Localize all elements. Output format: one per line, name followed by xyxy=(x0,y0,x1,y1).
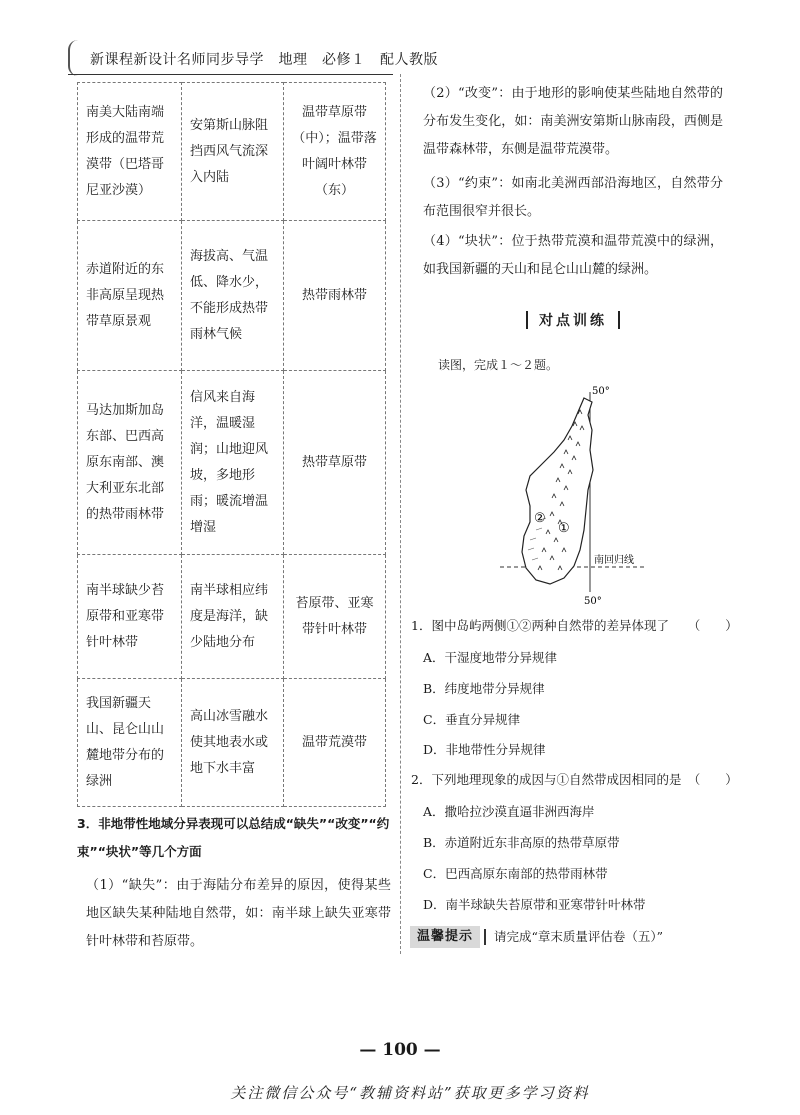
practice-title: 对点训练 xyxy=(539,313,607,329)
column-divider xyxy=(400,74,401,954)
map-figure xyxy=(500,380,645,610)
longitude-label-bottom: 50° xyxy=(584,596,602,607)
table-cell: 热带草原带 xyxy=(284,371,386,555)
q2-option-c: C．巴西高原东南部的热带雨林带 xyxy=(423,866,608,881)
q2-option-a: A．撒哈拉沙漠直逼非洲西海岸 xyxy=(423,804,595,819)
madagascar-map xyxy=(500,380,645,610)
table-cell: 南半球相应纬度是海洋，缺少陆地分布 xyxy=(182,555,284,679)
tropic-label: 南回归线 xyxy=(594,555,634,566)
paragraph-constraint: （3）“约束”：如南北美洲西部沿海地区，自然带分布范围很窄并很长。 xyxy=(423,176,723,219)
table-cell: 海拔高、气温低、降水少，不能形成热带雨林气候 xyxy=(182,221,284,371)
practice-intro: 读图，完成１～２题。 xyxy=(438,358,559,372)
paragraph-missing: （1）“缺失”：由于海陆分布差异的原因，使得某些地区缺失某种陆地自然带，如：南半球上缺失亚寒带针叶林带和苔原带。 xyxy=(86,878,391,949)
table-row xyxy=(78,221,386,371)
table-cell: 信风来自海洋，温暖湿润；山地迎风坡，多地形雨；暖流增温增湿 xyxy=(182,371,284,555)
azonal-features-table xyxy=(77,82,386,807)
q1-option-c: C．垂直分异规律 xyxy=(423,712,521,727)
zone-label-2: ② xyxy=(534,511,546,526)
longitude-label-top: 50° xyxy=(592,386,610,397)
table-cell: 温带草原带（中）；温带落叶阔叶林带（东） xyxy=(284,83,386,221)
table-cell: 高山冰雪融水使其地表水或地下水丰富 xyxy=(182,679,284,807)
header-bracket xyxy=(68,40,78,76)
table-cell: 苔原带、亚寒带针叶林带 xyxy=(284,555,386,679)
table-cell: 南半球缺少苔原带和亚寒带针叶林带 xyxy=(78,555,182,679)
table-row xyxy=(78,679,386,807)
table-cell: 温带荒漠带 xyxy=(284,679,386,807)
table-cell: 赤道附近的东非高原呈现热带草原景观 xyxy=(78,221,182,371)
header-rule xyxy=(68,74,393,75)
tip-text: 请完成“章末质量评估卷（五）” xyxy=(494,929,664,944)
section-3-title: 3．非地带性地域分异表现可以总结成“缺失”“改变”“约束”“块状”等几个方面 xyxy=(77,816,390,859)
paragraph-change: （2）“改变”：由于地形的影响使某些陆地自然带的分布发生变化，如：南美洲安第斯山脉南段，西侧是温带森林带，东侧是温带荒漠带。 xyxy=(423,86,723,157)
table-cell: 热带雨林带 xyxy=(284,221,386,371)
table-cell: 我国新疆天山、昆仑山山麓地带分布的绿洲 xyxy=(78,679,182,807)
table-row xyxy=(78,371,386,555)
question-1: 1．图中岛屿两侧①②两种自然带的差异体现了 （ ） xyxy=(411,618,738,633)
page-number: — 100 — xyxy=(359,1040,441,1060)
zone-label-1: ① xyxy=(558,521,570,536)
table-cell: 南美大陆南端形成的温带荒漠带（巴塔哥尼亚沙漠） xyxy=(78,83,182,221)
q1-option-b: B．纬度地带分异规律 xyxy=(423,681,545,696)
q2-option-d: D．南半球缺失苔原带和亚寒带针叶林带 xyxy=(423,897,646,912)
tip-separator xyxy=(484,929,486,945)
table-row xyxy=(78,555,386,679)
question-2: 2．下列地理现象的成因与①自然带成因相同的是 （ ） xyxy=(411,772,738,787)
table-row xyxy=(78,83,386,221)
tip-label: 温馨提示 xyxy=(410,926,480,948)
paragraph-block: （4）“块状”：位于热带荒漠和温带荒漠中的绿洲，如我国新疆的天山和昆仑山山麓的绿洲。 xyxy=(423,234,723,277)
footer-note: 关注微信公众号“教辅资料站”获取更多学习资料 xyxy=(230,1084,590,1102)
tip-box xyxy=(410,926,728,948)
table-cell: 马达加斯加岛东部、巴西高原东南部、澳大利亚东北部的热带雨林带 xyxy=(78,371,182,555)
q2-option-b: B．赤道附近东非高原的热带草原带 xyxy=(423,835,620,850)
header-title: 新课程新设计名师同步导学 地理 必修１ 配人教版 xyxy=(90,52,438,68)
practice-heading xyxy=(526,308,620,332)
table-cell: 安第斯山脉阻挡西风气流深入内陆 xyxy=(182,83,284,221)
q1-option-d: D．非地带性分异规律 xyxy=(423,742,546,757)
q1-option-a: A．干湿度地带分异规律 xyxy=(423,650,558,665)
